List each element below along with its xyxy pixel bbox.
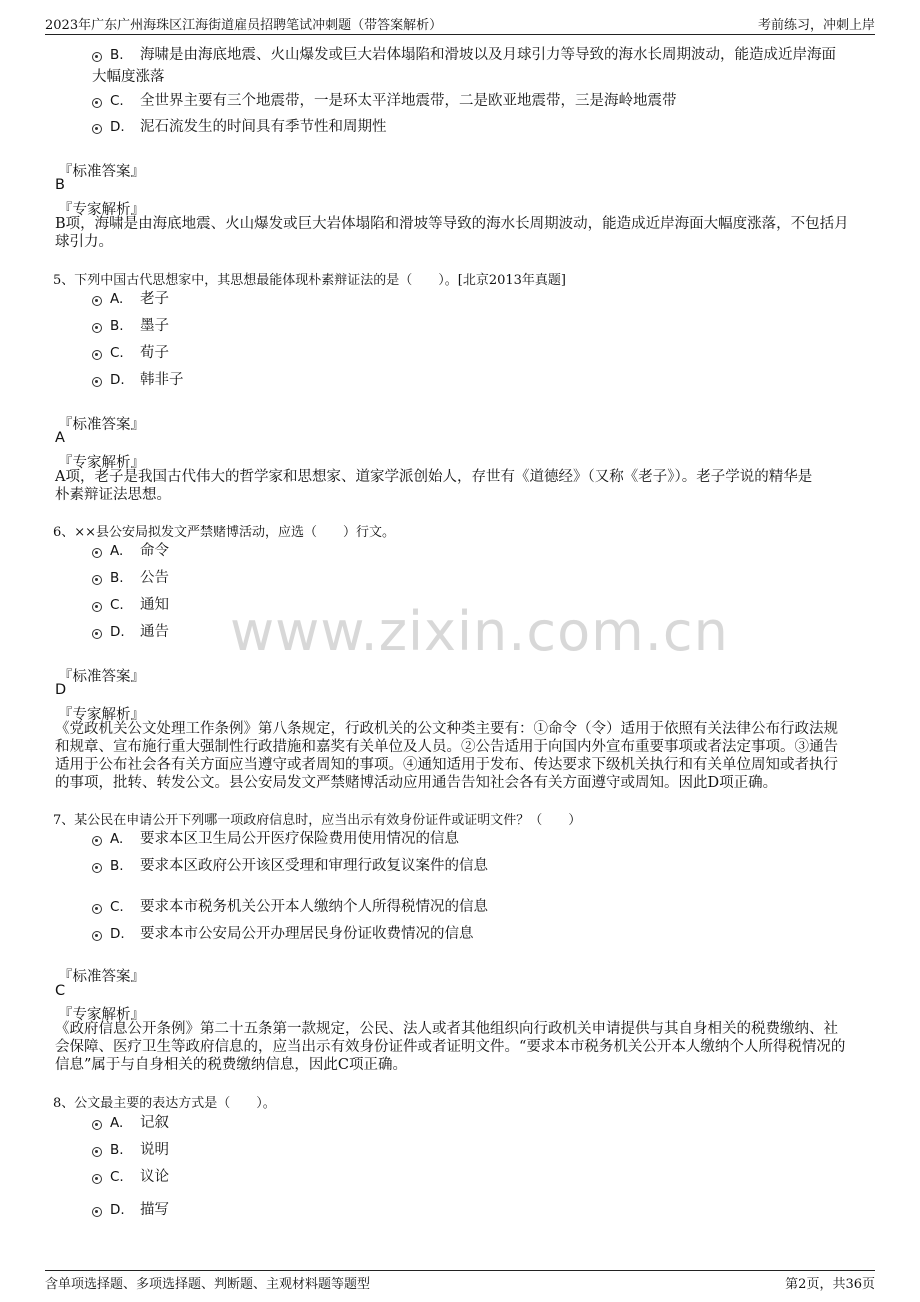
question-6: 6、××县公安局拟发文严禁赌博活动，应选（ ）行文。 xyxy=(53,525,396,540)
radio-icon[interactable] xyxy=(92,323,102,333)
expert-analysis-label: 『专家解析』 xyxy=(58,455,145,471)
document-title: 2023年广东广州海珠区江海街道雇员招聘笔试冲刺题（带答案解析） xyxy=(45,18,443,33)
option-b[interactable]: B. 要求本区政府公开该区受理和审理行政复议案件的信息 xyxy=(92,856,882,877)
option-b[interactable]: B. 公告 xyxy=(92,568,882,589)
option-b-continuation: 大幅度涨落 xyxy=(92,69,165,85)
standard-answer: B xyxy=(55,177,65,193)
expert-analysis-label: 『专家解析』 xyxy=(58,1007,145,1023)
standard-answer: D xyxy=(55,682,67,698)
option-c[interactable]: C. 全世界主要有三个地震带，一是环太平洋地震带，二是欧亚地震带，三是海岭地震带 xyxy=(92,91,882,112)
standard-answer: A xyxy=(55,430,65,446)
option-d[interactable]: D. 韩非子 xyxy=(92,370,882,391)
standard-answer-label: 『标准答案』 xyxy=(58,669,145,685)
radio-icon[interactable] xyxy=(92,350,102,360)
option-d[interactable]: D. 描写 xyxy=(92,1200,882,1221)
option-b[interactable]: B. 海啸是由海底地震、火山爆发或巨大岩体塌陷和滑坡以及月球引力等导致的海水长周期波动，能造成近岸海面 xyxy=(92,45,882,66)
expert-analysis-label: 『专家解析』 xyxy=(58,707,145,723)
standard-answer-label: 『标准答案』 xyxy=(58,164,145,180)
radio-icon[interactable] xyxy=(92,1120,102,1130)
standard-answer: C xyxy=(55,983,66,999)
radio-icon[interactable] xyxy=(92,931,102,941)
radio-icon[interactable] xyxy=(92,98,102,108)
option-b[interactable]: B. 说明 xyxy=(92,1140,882,1161)
option-a[interactable]: A. 记叙 xyxy=(92,1113,882,1134)
question-5: 5、下列中国古代思想家中，其思想最能体现朴素辩证法的是（ ）。[北京2013年真题] xyxy=(53,273,566,288)
standard-answer-label: 『标准答案』 xyxy=(58,969,145,985)
option-c[interactable]: C. 要求本市税务机关公开本人缴纳个人所得税情况的信息 xyxy=(92,897,882,918)
page-header xyxy=(45,12,875,35)
radio-icon[interactable] xyxy=(92,296,102,306)
radio-icon[interactable] xyxy=(92,1207,102,1217)
question-7: 7、某公民在申请公开下列哪一项政府信息时，应当出示有效身份证件或证明文件？（ ） xyxy=(53,813,582,828)
expert-analysis: 《党政机关公文处理工作条例》第八条规定，行政机关的公文种类主要有：①命令（令）适用于依照有关法律公布行政法规 和规章、宣布施行重大强制性行政措施和嘉奖有关单位及人员。②公告适用于向国内外宣布重要事项或者法定事项。③通告 适用于公布社会各有关方面应当遵守或者周知的事项。④通知适用于发布、传达要求下级机关执行和有关单位周知或者执行 的事项，批转、转发公文。县公安局发文严禁赌博活动应用通告告知社会各有关方面遵守或周知。因此D项正确。 xyxy=(55,721,838,791)
page-number: 第2页，共36页 xyxy=(785,1277,875,1292)
option-c[interactable]: C. 荀子 xyxy=(92,343,882,364)
option-a[interactable]: A. 老子 xyxy=(92,289,882,310)
standard-answer-label: 『标准答案』 xyxy=(58,417,145,433)
option-d[interactable]: D. 要求本市公安局公开办理居民身份证收费情况的信息 xyxy=(92,924,882,945)
radio-icon[interactable] xyxy=(92,575,102,585)
option-c[interactable]: C. 议论 xyxy=(92,1167,882,1188)
expert-analysis: B项，海啸是由海底地震、火山爆发或巨大岩体塌陷和滑坡等导致的海水长周期波动，能造成近岸海面大幅度涨落，不包括月 球引力。 xyxy=(55,216,849,250)
option-c[interactable]: C. 通知 xyxy=(92,595,882,616)
radio-icon[interactable] xyxy=(92,629,102,639)
header-slogan: 考前练习，冲刺上岸 xyxy=(757,18,875,33)
radio-icon[interactable] xyxy=(92,377,102,387)
option-d[interactable]: D. 泥石流发生的时间具有季节性和周期性 xyxy=(92,117,882,138)
expert-analysis-label: 『专家解析』 xyxy=(58,202,145,218)
page-footer xyxy=(45,1270,875,1293)
radio-icon[interactable] xyxy=(92,1174,102,1184)
footer-note: 含单项选择题、多项选择题、判断题、主观材料题等题型 xyxy=(45,1277,371,1292)
watermark: www.zixin.com.cn xyxy=(230,600,729,663)
question-8: 8、公文最主要的表达方式是（ ）。 xyxy=(53,1096,276,1111)
expert-analysis: 《政府信息公开条例》第二十五条第一款规定，公民、法人或者其他组织向行政机关申请提供与其自身相关的税费缴纳、社 会保障、医疗卫生等政府信息的，应当出示有效身份证件或者证明文件。“要求本市税务机关公开本人缴纳个人所得税情况的 信息”属于与自身相关的税费缴纳信息，因此C项正确。 xyxy=(55,1021,846,1073)
radio-icon[interactable] xyxy=(92,863,102,873)
radio-icon[interactable] xyxy=(92,1147,102,1157)
radio-icon[interactable] xyxy=(92,836,102,846)
option-b[interactable]: B. 墨子 xyxy=(92,316,882,337)
option-d[interactable]: D. 通告 xyxy=(92,622,882,643)
expert-analysis: A项，老子是我国古代伟大的哲学家和思想家、道家学派创始人，存世有《道德经》（又称《老子》）。老子学说的精华是 朴素辩证法思想。 xyxy=(55,469,813,503)
option-a[interactable]: A. 要求本区卫生局公开医疗保险费用使用情况的信息 xyxy=(92,829,882,850)
radio-icon[interactable] xyxy=(92,52,102,62)
radio-icon[interactable] xyxy=(92,904,102,914)
option-a[interactable]: A. 命令 xyxy=(92,541,882,562)
radio-icon[interactable] xyxy=(92,602,102,612)
radio-icon[interactable] xyxy=(92,124,102,134)
radio-icon[interactable] xyxy=(92,548,102,558)
